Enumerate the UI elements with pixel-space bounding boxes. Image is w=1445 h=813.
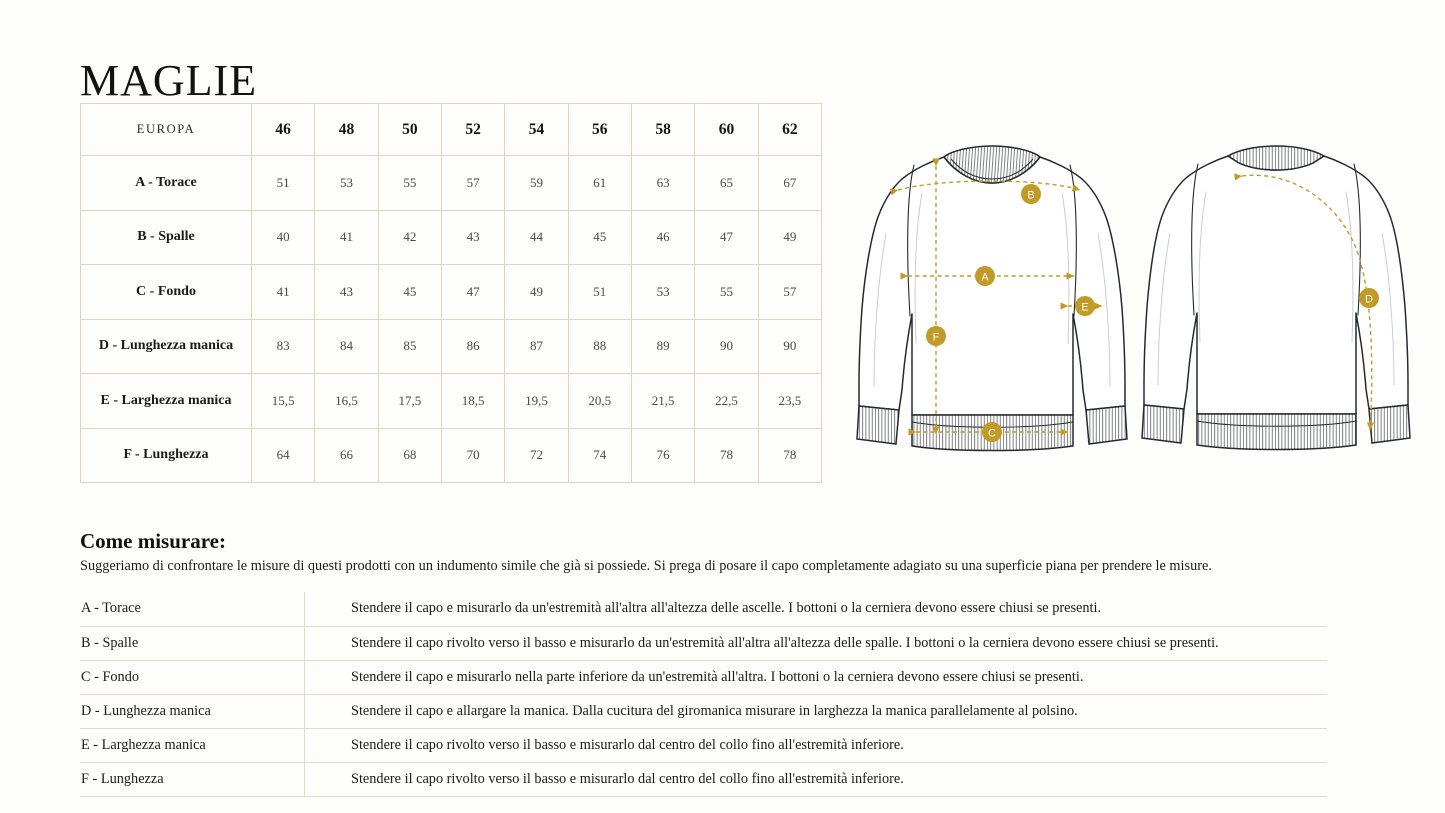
- cell-torace-56: 61: [568, 156, 631, 211]
- marker-a: [975, 266, 995, 286]
- cell-fondo-56: 51: [568, 265, 631, 320]
- howto-intro-text: Suggeriamo di confrontare le misure di questi prodotti con un indumento simile che già si possiede. Si prega di posare il capo completamente adagiato su una superficie piana per prendere le misure.: [80, 558, 1212, 574]
- cell-lunghezza-50: 68: [378, 428, 441, 483]
- howto-heading: Come misurare:: [80, 529, 226, 553]
- marker-c-label: C: [988, 427, 996, 440]
- table-row: [80, 660, 1327, 694]
- cell-larghezza-manica-48: 16,5: [315, 374, 378, 429]
- desc-text-larghezza-manica: Stendere il capo rivolto verso il basso e misurarlo dal centro del collo fino all'estremità inferiore.: [305, 728, 1328, 762]
- garment-illustrations: [852, 138, 1432, 468]
- size-header-62: 62: [758, 104, 821, 156]
- cell-spalle-54: 44: [505, 210, 568, 265]
- cell-spalle-46: 40: [252, 210, 315, 265]
- cell-fondo-46: 41: [252, 265, 315, 320]
- cell-fondo-58: 53: [631, 265, 694, 320]
- size-header-58: 58: [631, 104, 694, 156]
- size-table: [80, 103, 822, 483]
- cell-torace-48: 53: [315, 156, 378, 211]
- row-label-larghezza-manica: E - Larghezza manica: [81, 374, 252, 429]
- garment-back-illustration: [1140, 138, 1412, 458]
- cell-lunghezza-46: 64: [252, 428, 315, 483]
- cell-lunghezza-60: 78: [695, 428, 758, 483]
- row-label-fondo: C - Fondo: [81, 265, 252, 320]
- marker-e-label: E: [1081, 301, 1089, 314]
- marker-b: [1021, 184, 1041, 204]
- table-row: [80, 694, 1327, 728]
- desc-key-spalle: B - Spalle: [80, 626, 305, 660]
- table-row: [80, 728, 1327, 762]
- size-header-52: 52: [441, 104, 504, 156]
- cell-fondo-62: 57: [758, 265, 821, 320]
- cell-fondo-52: 47: [441, 265, 504, 320]
- cell-spalle-48: 41: [315, 210, 378, 265]
- table-row: [81, 374, 822, 429]
- size-header-48: 48: [315, 104, 378, 156]
- cell-lunghezza-manica-60: 90: [695, 319, 758, 374]
- table-row: [81, 319, 822, 374]
- desc-text-lunghezza: Stendere il capo rivolto verso il basso e misurarlo dal centro del collo fino all'estremità inferiore.: [305, 762, 1328, 796]
- cell-lunghezza-62: 78: [758, 428, 821, 483]
- table-row: [80, 762, 1327, 796]
- cell-larghezza-manica-54: 19,5: [505, 374, 568, 429]
- cell-larghezza-manica-46: 15,5: [252, 374, 315, 429]
- desc-key-fondo: C - Fondo: [80, 660, 305, 694]
- cell-fondo-50: 45: [378, 265, 441, 320]
- cell-lunghezza-manica-48: 84: [315, 319, 378, 374]
- cell-fondo-48: 43: [315, 265, 378, 320]
- cell-torace-50: 55: [378, 156, 441, 211]
- marker-d-label: D: [1365, 293, 1373, 306]
- cell-spalle-52: 43: [441, 210, 504, 265]
- row-label-torace: A - Torace: [81, 156, 252, 211]
- row-label-lunghezza: F - Lunghezza: [81, 428, 252, 483]
- size-table-head: [81, 104, 822, 156]
- size-header-56: 56: [568, 104, 631, 156]
- marker-f-label: F: [932, 331, 940, 344]
- measure-description-container: [80, 592, 1327, 797]
- cell-lunghezza-52: 70: [441, 428, 504, 483]
- table-row: [81, 265, 822, 320]
- garment-front-illustration: [852, 138, 1132, 458]
- measure-description-body: [80, 592, 1327, 796]
- marker-e: [1075, 296, 1095, 316]
- marker-f: [926, 326, 946, 346]
- cell-lunghezza-manica-52: 86: [441, 319, 504, 374]
- cell-larghezza-manica-52: 18,5: [441, 374, 504, 429]
- cell-spalle-50: 42: [378, 210, 441, 265]
- cell-lunghezza-56: 74: [568, 428, 631, 483]
- size-table-body: [81, 156, 822, 483]
- marker-c: [982, 422, 1002, 442]
- cell-fondo-54: 49: [505, 265, 568, 320]
- desc-key-larghezza-manica: E - Larghezza manica: [80, 728, 305, 762]
- desc-key-lunghezza: F - Lunghezza: [80, 762, 305, 796]
- row-label-spalle: B - Spalle: [81, 210, 252, 265]
- cell-torace-58: 63: [631, 156, 694, 211]
- desc-text-lunghezza-manica: Stendere il capo e allargare la manica. Dalla cucitura del giromanica misurare in larghezza la manica parallelamente al polsino.: [305, 694, 1328, 728]
- size-header-46: 46: [252, 104, 315, 156]
- cell-spalle-56: 45: [568, 210, 631, 265]
- cell-lunghezza-manica-50: 85: [378, 319, 441, 374]
- cell-larghezza-manica-60: 22,5: [695, 374, 758, 429]
- size-table-container: [80, 103, 822, 483]
- cell-torace-54: 59: [505, 156, 568, 211]
- cell-lunghezza-manica-56: 88: [568, 319, 631, 374]
- cell-lunghezza-58: 76: [631, 428, 694, 483]
- table-row: [81, 428, 822, 483]
- cell-lunghezza-48: 66: [315, 428, 378, 483]
- desc-text-torace: Stendere il capo e misurarlo da un'estremità all'altra all'altezza delle ascelle. I bottoni o la cerniera devono essere chiusi se presenti.: [305, 592, 1328, 626]
- marker-b-label: B: [1027, 189, 1035, 202]
- cell-torace-52: 57: [441, 156, 504, 211]
- table-row: [80, 592, 1327, 626]
- table-row: [81, 156, 822, 211]
- page-title: MAGLIE: [80, 56, 258, 106]
- size-table-header-europa: EUROPA: [81, 104, 252, 156]
- cell-larghezza-manica-58: 21,5: [631, 374, 694, 429]
- cell-spalle-60: 47: [695, 210, 758, 265]
- size-header-54: 54: [505, 104, 568, 156]
- size-header-60: 60: [695, 104, 758, 156]
- cell-spalle-62: 49: [758, 210, 821, 265]
- cell-larghezza-manica-50: 17,5: [378, 374, 441, 429]
- cell-lunghezza-manica-58: 89: [631, 319, 694, 374]
- table-row: [81, 210, 822, 265]
- desc-key-lunghezza-manica: D - Lunghezza manica: [80, 694, 305, 728]
- size-table-header-row: [81, 104, 822, 156]
- marker-d: [1359, 288, 1379, 308]
- cell-lunghezza-manica-46: 83: [252, 319, 315, 374]
- cell-spalle-58: 46: [631, 210, 694, 265]
- cell-fondo-60: 55: [695, 265, 758, 320]
- cell-lunghezza-manica-54: 87: [505, 319, 568, 374]
- cell-larghezza-manica-62: 23,5: [758, 374, 821, 429]
- cell-lunghezza-manica-62: 90: [758, 319, 821, 374]
- desc-text-spalle: Stendere il capo rivolto verso il basso e misurarlo da un'estremità all'altra all'altezza delle spalle. I bottoni o la cerniera devono essere chiusi se presenti.: [305, 626, 1328, 660]
- size-header-50: 50: [378, 104, 441, 156]
- table-row: [80, 626, 1327, 660]
- cell-larghezza-manica-56: 20,5: [568, 374, 631, 429]
- cell-lunghezza-54: 72: [505, 428, 568, 483]
- marker-a-label: A: [981, 271, 989, 284]
- cell-torace-62: 67: [758, 156, 821, 211]
- cell-torace-60: 65: [695, 156, 758, 211]
- row-label-lunghezza-manica: D - Lunghezza manica: [81, 319, 252, 374]
- desc-key-torace: A - Torace: [80, 592, 305, 626]
- desc-text-fondo: Stendere il capo e misurarlo nella parte inferiore da un'estremità all'altra. I bottoni o la cerniera devono essere chiusi se presenti.: [305, 660, 1328, 694]
- cell-torace-46: 51: [252, 156, 315, 211]
- measure-description-table: [80, 592, 1327, 797]
